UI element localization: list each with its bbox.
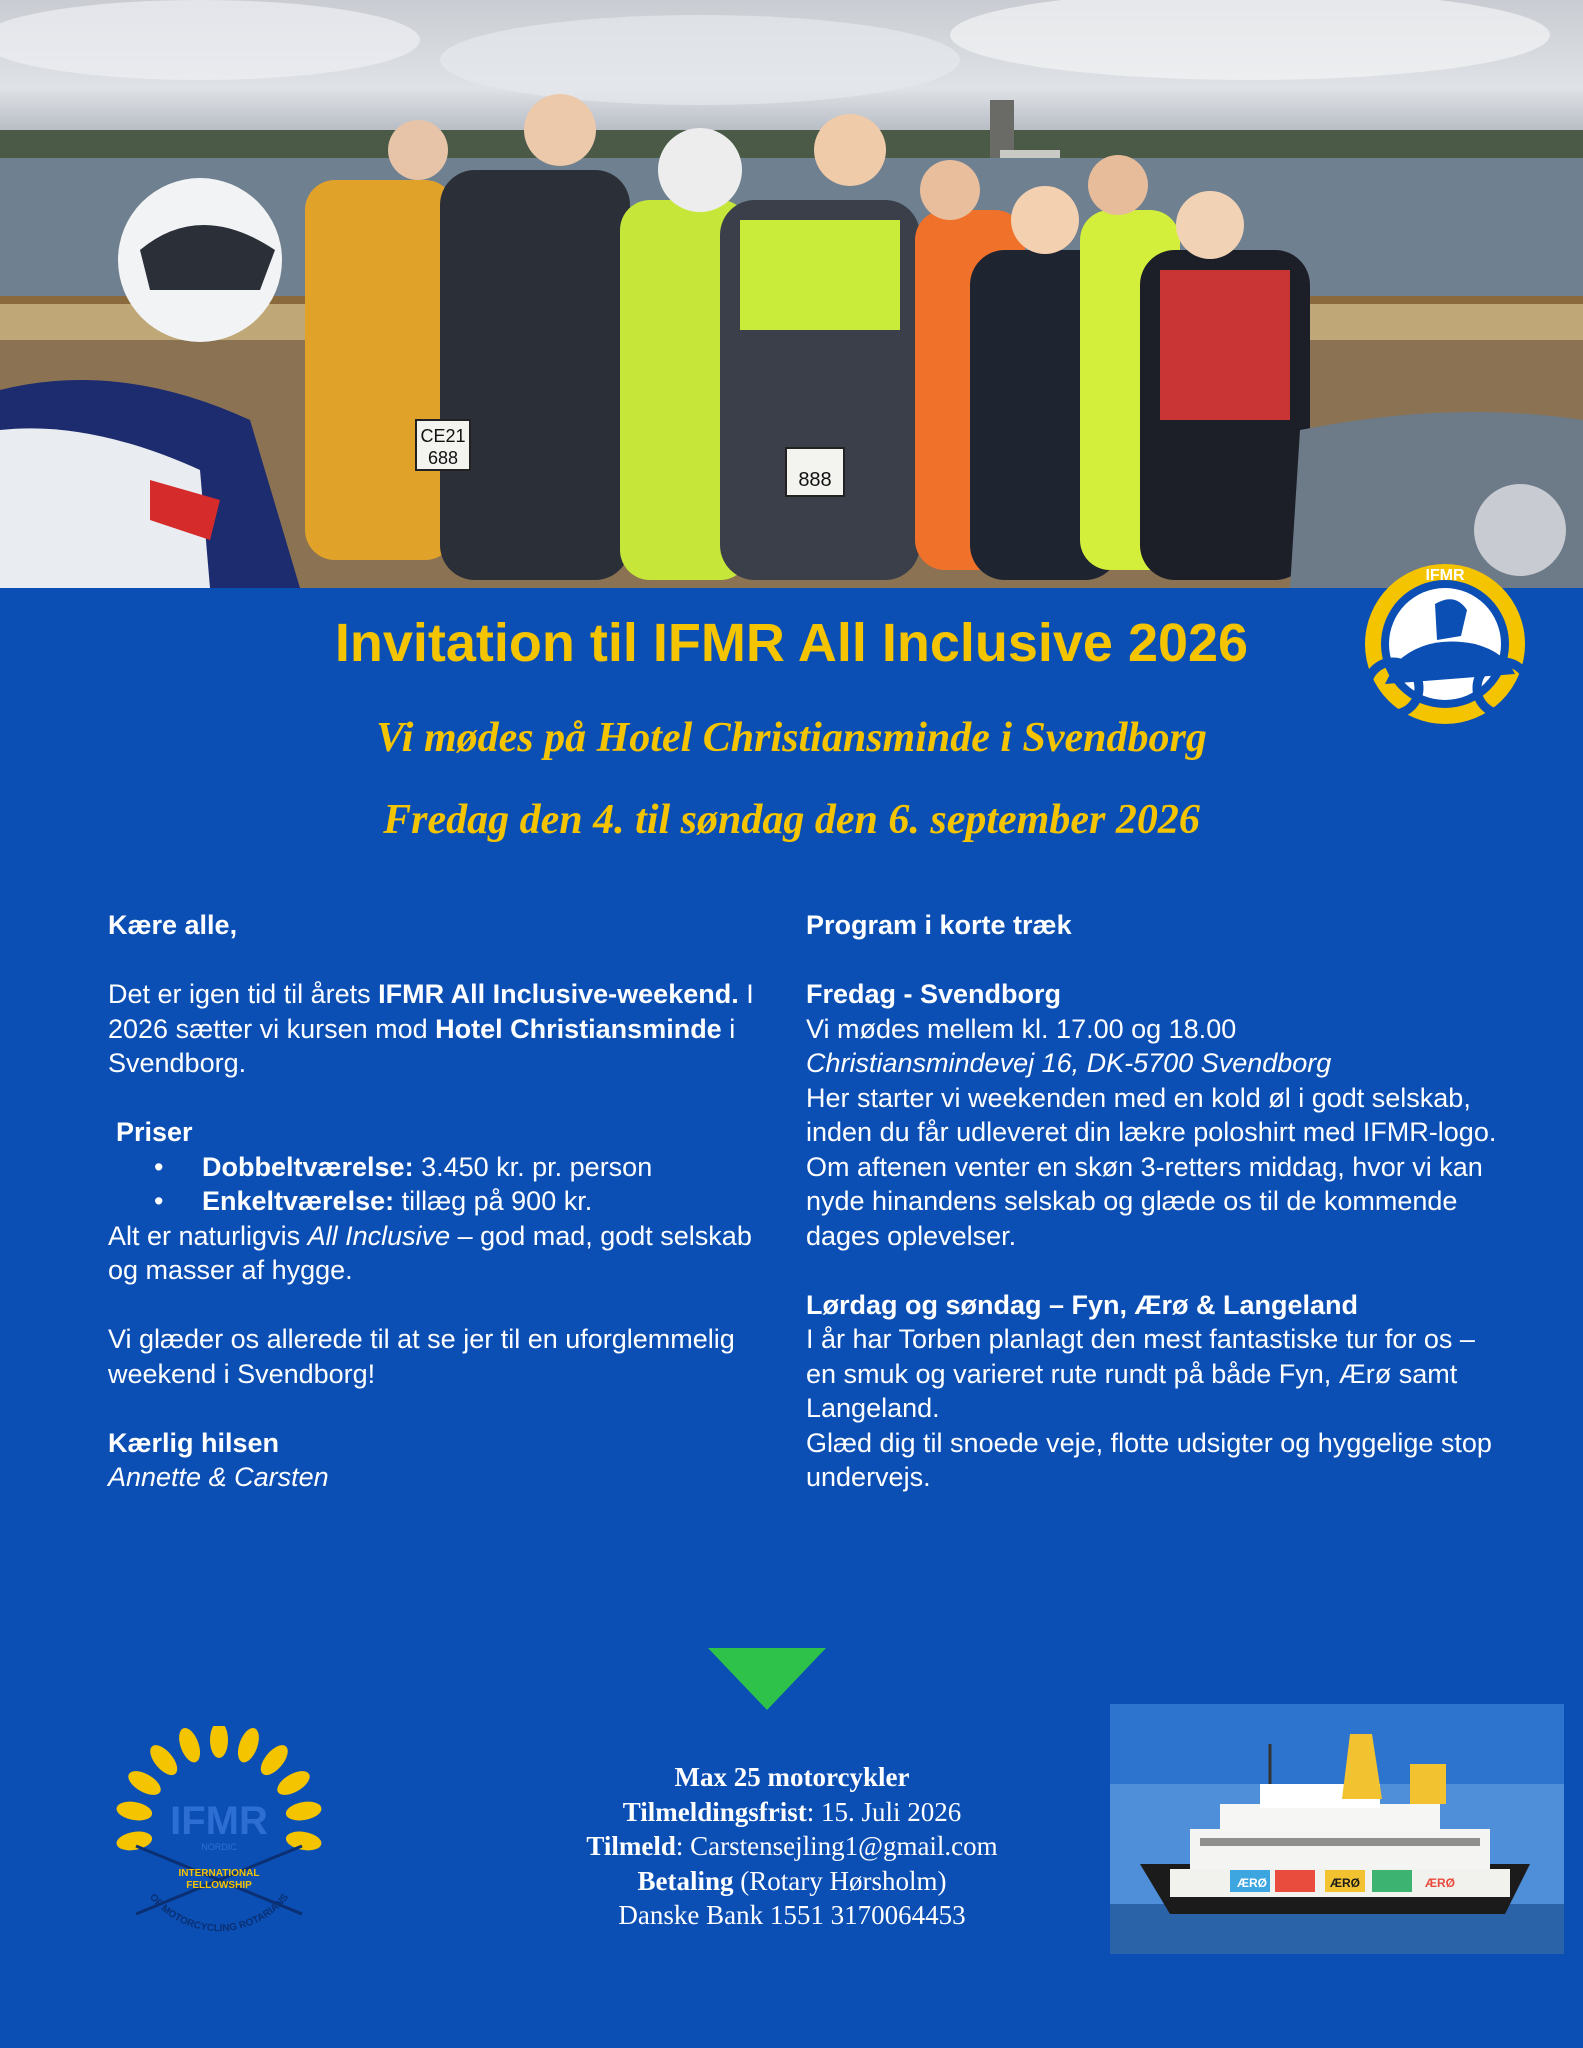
ferry-photo [1110, 1704, 1564, 1954]
ifmr-nordic-logo [112, 1726, 326, 1940]
badge-text: IFMR [1425, 567, 1465, 584]
ferry-hull-text-1: ÆRØ [1237, 1876, 1267, 1890]
logo-line-2: FELLOWSHIP [186, 1880, 252, 1891]
plate-2: 888 [798, 469, 832, 491]
letter-column [108, 908, 758, 1495]
plate-1-line2: 688 [427, 448, 459, 468]
friday-title: Fredag - Svendborg [806, 979, 1062, 1009]
program-title: Program i korte træk [806, 910, 1072, 940]
subtitle-dates: Fredag den 4. til søndag den 6. september 2026 [383, 797, 1200, 843]
all-inclusive-text: Alt er naturligvis All Inclusive – god mad, godt selskab og masser af hygge. [108, 1220, 752, 1285]
plate-1-line1: CE21 [420, 426, 466, 446]
looking-forward-text: Vi glæder os allerede til at se jer til en uforglemmelig weekend i Svendborg! [108, 1324, 735, 1389]
sign-off: Kærlig hilsen [108, 1427, 280, 1458]
page-title: Invitation til IFMR All Inclusive 2026 [334, 613, 1249, 673]
weekend-text-1: I år har Torben planlagt den mest fantastiske tur for os – en smuk og varieret rute rundt på både Fyn, Ærø samt Langeland. [806, 1324, 1475, 1423]
friday-text-1: Her starter vi weekenden med en kold øl i godt selskab, inden du får udleveret din lækre poloshirt med IFMR-logo. [806, 1082, 1497, 1147]
signup-info [460, 1760, 1124, 1933]
ferry-hull-text-2: ÆRØ [1330, 1876, 1360, 1890]
logo-line-1: INTERNATIONAL [178, 1868, 260, 1879]
weekend-text-2: Glæd dig til snoede veje, flotte udsigter og hyggelige stop undervejs. [806, 1427, 1492, 1492]
price-double-room: • Dobbeltværelse: 3.450 kr. pr. person [154, 1151, 653, 1182]
program-column [806, 908, 1506, 1495]
greeting: Kære alle, [108, 910, 238, 940]
arrow-down-icon [708, 1648, 826, 1710]
signup-email[interactable]: Tilmeld: Carstensejling1@gmail.com [586, 1831, 998, 1861]
friday-time: Vi mødes mellem kl. 17.00 og 18.00 [806, 1013, 1237, 1044]
logo-arc-text: OF MOTORCYCLING ROTARIANS [147, 1891, 291, 1935]
photo-illustration [0, 0, 1583, 588]
signature: Annette & Carsten [108, 1462, 329, 1492]
subtitle-venue: Vi mødes på Hotel Christiansminde i Svendborg [376, 715, 1207, 761]
weekend-title: Lørdag og søndag – Fyn, Ærø & Langeland [806, 1289, 1359, 1320]
friday-text-2: Om aftenen venter en skøn 3-retters middag, hvor vi kan nyde hinandens selskab og glæde os til de kommende dages oplevelser. [806, 1151, 1483, 1251]
ferry-hull-text-3: ÆRØ [1425, 1876, 1455, 1890]
header-photo [0, 0, 1583, 588]
intro-paragraph: Det er igen tid til årets IFMR All Inclusive-weekend. I 2026 sætter vi kursen mod Hotel Christiansminde i Svendborg. [108, 979, 754, 1078]
friday-address: Christiansmindevej 16, DK-5700 Svendborg [806, 1048, 1332, 1078]
max-bikes: Max 25 motorcykler [674, 1762, 910, 1792]
logo-name: IFMR [170, 1799, 268, 1843]
payment: Betaling (Rotary Hørsholm) [637, 1865, 947, 1896]
logo-region: NORDIC [201, 1842, 237, 1852]
deadline: Tilmeldingsfrist: 15. Juli 2026 [622, 1796, 962, 1827]
prices-title: Priser [116, 1117, 193, 1147]
price-single-room: • Enkeltværelse: tillæg på 900 kr. [154, 1186, 593, 1216]
bank-account: Danske Bank 1551 3170064453 [618, 1900, 966, 1930]
